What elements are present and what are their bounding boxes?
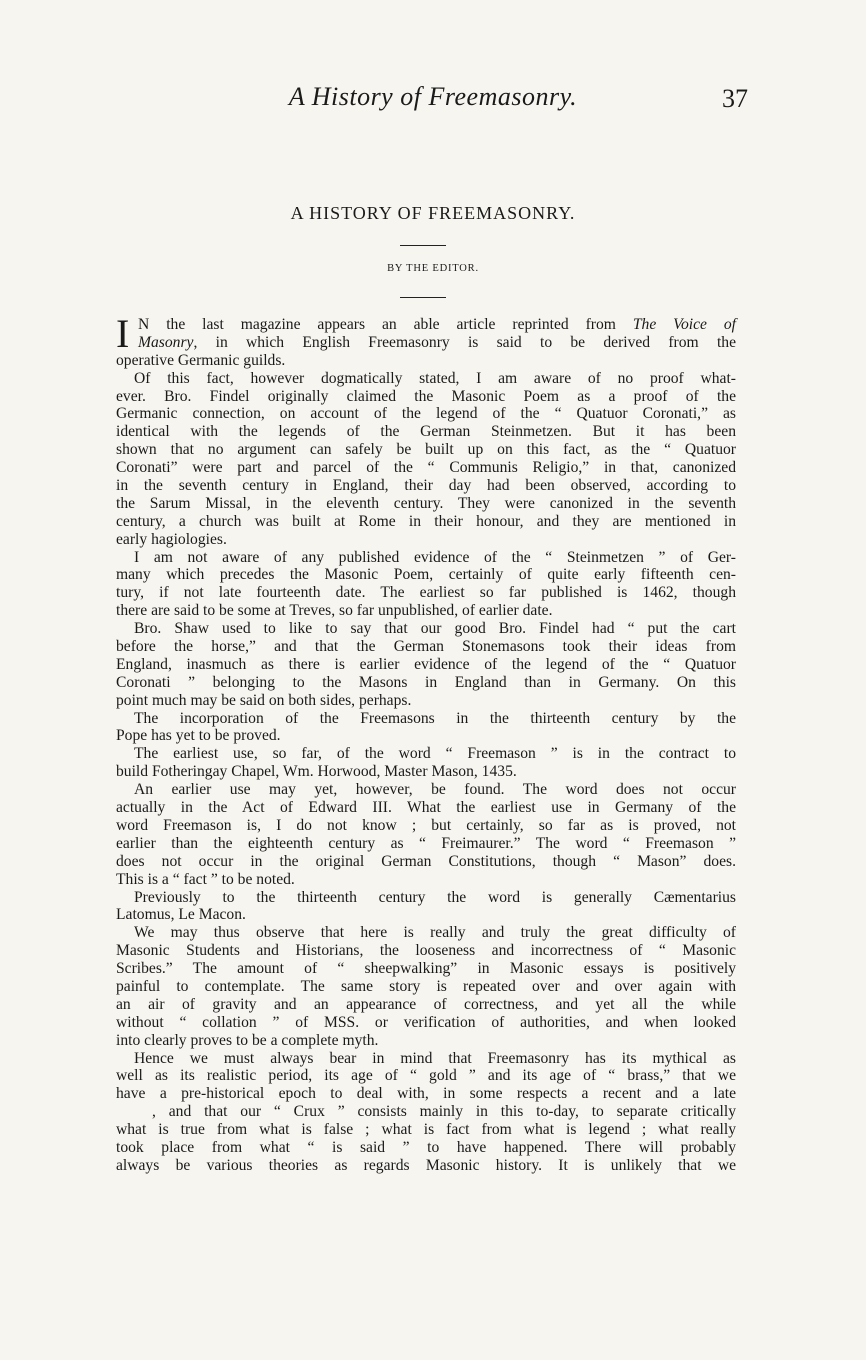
body-line: tury, if not late fourteenth date. The earliest so far published is 1462, though: [116, 584, 736, 602]
body-line: earlier than the eighteenth century as “ Freimaurer.” The word “ Freemason ”: [116, 834, 736, 852]
body-line: without “ collation ” of MSS. or verification of authorities, and when looked: [116, 1013, 736, 1031]
body-line: word Freemason is, I do not know ; but certainly, so far as is proved, not: [116, 816, 736, 834]
body-line: the Sarum Missal, in the eleventh century. They were canonized in the seventh: [116, 494, 736, 512]
body-line: before the horse,” and that the German Stonemasons took their ideas from: [116, 638, 736, 656]
body-line: We may thus observe that here is really and truly the great difficulty of: [134, 924, 736, 942]
body-line: Scribes.” The amount of “ sheepwalking” in Masonic essays is positively: [116, 960, 736, 978]
article-title: A HISTORY OF FREEMASONRY.: [290, 203, 576, 223]
body-line: actually in the Act of Edward III. What the earliest use in Germany of the: [116, 799, 736, 817]
body-line: Coronati” were part and parcel of the “ Communis Religio,” in that, canonized: [116, 459, 736, 477]
body-line: an air of gravity and an appearance of correctness, and yet all the while: [116, 995, 736, 1013]
body-line: point much may be said on both sides, perhaps.: [116, 691, 412, 709]
body-line: shown that no argument can safely be built up on this fact, as the “ Quatuor: [116, 441, 736, 459]
body-line: N the last magazine appears an able article reprinted from The Voice of: [138, 316, 736, 333]
byline-divider: [400, 297, 446, 298]
body-line: operative Germanic guilds.: [116, 351, 286, 369]
body-line: painful to contemplate. The same story is repeated over and over again with: [116, 977, 736, 995]
body-line: This is a “ fact ” to be noted.: [116, 870, 295, 888]
body-line: took place from what “ is said ” to have happened. There will probably: [116, 1138, 736, 1156]
body-line: Germanic connection, on account of the legend of the “ Quatuor Coronati,” as: [116, 405, 736, 423]
body-line: I am not aware of any published evidence of the “ Steinmetzen ” of Ger-: [134, 548, 736, 566]
body-line: Hence we must always bear in mind that Freemasonry has its mythical as: [134, 1049, 736, 1067]
body-line: well as its realistic period, its age of “ gold ” and its age of “ brass,” that we: [116, 1067, 736, 1085]
body-line: Bro. Shaw used to like to say that our good Bro. Findel had “ put the cart: [134, 620, 736, 638]
body-line: century, a church was built at Rome in their honour, and they are mentioned in: [116, 512, 736, 530]
body-line: Previously to the thirteenth century the word is generally Cæmentarius: [134, 888, 736, 906]
body-line: there are said to be some at Treves, so far unpublished, of earlier date.: [116, 602, 553, 620]
body-line: early hagiologies.: [116, 530, 227, 548]
body-line: Masonry, in which English Freemasonry is said to be derived from the: [138, 333, 736, 351]
body-line: England, inasmuch as there is earlier evidence of the legend of the “ Quatuor: [116, 655, 736, 673]
body-line: identical with the legends of the German Steinmetzen. But it has been: [116, 423, 736, 441]
body-line: ever. Bro. Findel originally claimed the Masonic Poem as a proof of the: [116, 387, 736, 405]
body-line: The earliest use, so far, of the word “ Freemason ” is in the contract to: [134, 745, 736, 763]
body-line: Latomus, Le Macon.: [116, 906, 246, 924]
page-number: 37: [722, 84, 748, 113]
body-line: in the seventh century in England, their day had been observed, according to: [116, 477, 736, 495]
body-line: always be various theories as regards Masonic history. It is unlikely that we: [116, 1156, 736, 1174]
body-line: An earlier use may yet, however, be found. The word does not occur: [134, 781, 736, 799]
body-line: Masonic Students and Historians, the looseness and incorrectness of “ Masonic: [116, 942, 736, 960]
article-byline: BY THE EDITOR.: [387, 263, 479, 274]
body-line: Of this fact, however dogmatically stated, I am aware of no proof what-: [134, 369, 736, 387]
body-line: into clearly proves to be a complete myth.: [116, 1031, 379, 1049]
body-line: Pope has yet to be proved.: [116, 727, 281, 745]
body-line: The incorporation of the Freemasons in the thirteenth century by the: [134, 709, 736, 727]
body-line: what is true from what is false ; what is fact from what is legend ; what really: [116, 1121, 736, 1139]
body-line: , and that our “ Crux ” consists mainly in this to-day, to separate critically: [152, 1103, 736, 1121]
body-line: does not occur in the original German Constitutions, though “ Mason” does.: [116, 852, 736, 870]
running-title: A History of Freemasonry.: [288, 82, 578, 111]
body-line: many which precedes the Masonic Poem, certainly of quite early fifteenth cen-: [116, 566, 736, 584]
body-line: Coronati ” belonging to the Masons in England than in Germany. On this: [116, 673, 736, 691]
drop-cap: I: [116, 311, 130, 356]
article-body: [116, 311, 736, 1175]
body-line: have a pre-historical epoch to deal with, in some respects a recent and a late: [116, 1085, 736, 1103]
title-divider: [400, 245, 446, 246]
body-line: build Fotheringay Chapel, Wm. Horwood, Master Mason, 1435.: [116, 763, 517, 781]
